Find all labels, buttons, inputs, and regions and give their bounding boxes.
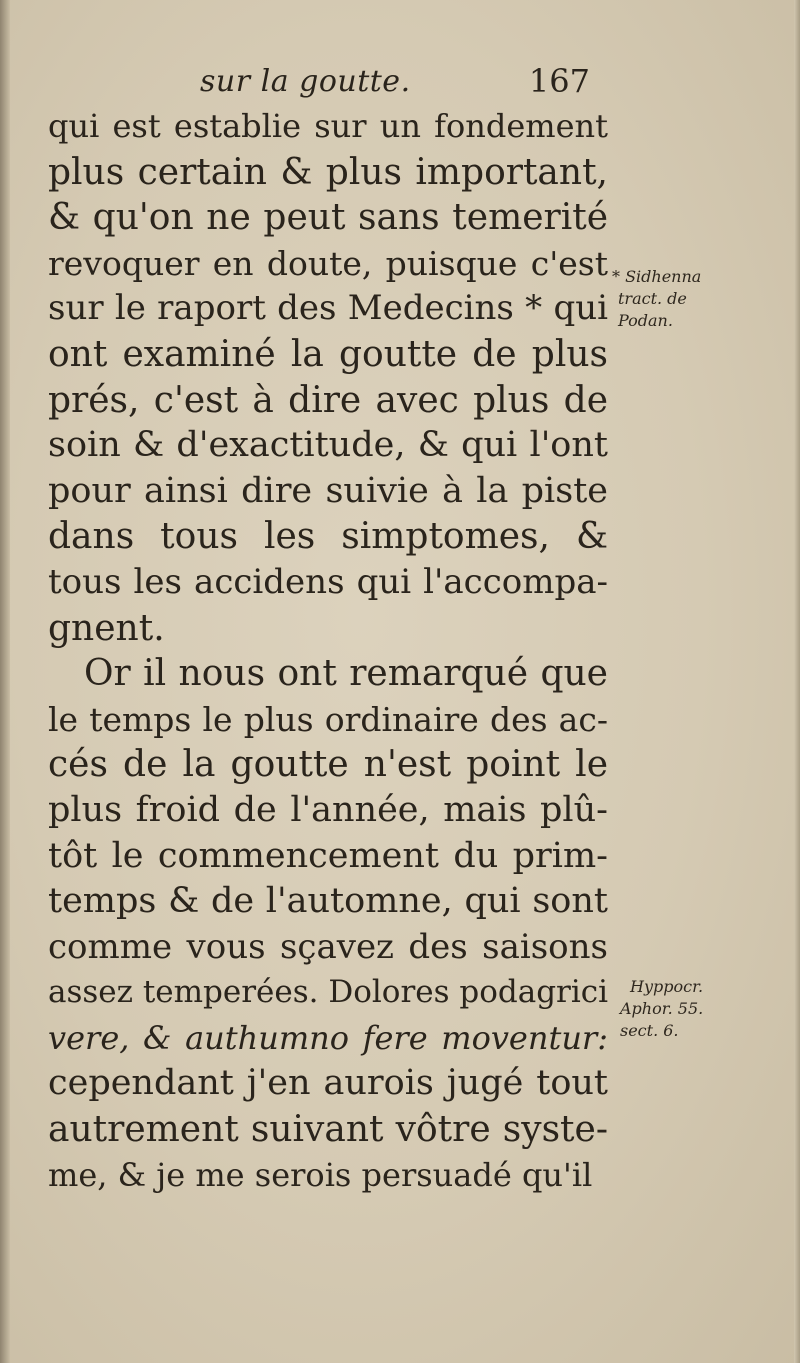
text-line: me, & je me serois persuadé qu'il [48,1155,593,1194]
text-line: tôt le commencement du prim- [48,835,608,876]
page-edge [794,0,800,1363]
text-line: prés, c'est à dire avec plus de [48,379,608,421]
body-text [48,104,608,1198]
text-line: Or il nous ont remarqué que [84,653,608,695]
margin-note-line: Aphor. 55. [620,999,704,1018]
page-header [150,62,590,102]
text-line: comme vous sçavez des saisons [48,926,608,967]
text-line: soin & d'exactitude, & qui l'ont [48,425,608,466]
text-line: autrement suivant vôtre syste- [48,1109,608,1151]
margin-note-line: * Sidhenna [612,267,702,286]
margin-note-line: sect. 6. [620,1021,679,1040]
text-line: cés de la goutte n'est point le [48,744,608,786]
text-line: ont examiné la goutte de plus [48,333,608,375]
text-line: cependant j'en aurois jugé tout [48,1063,608,1104]
margin-note-sidhenna [612,266,701,332]
margin-note-line: Hyppocr. [630,977,704,996]
text-line: temps & de l'automne, qui sont [48,881,608,922]
text-line: sur le raport des Medecins * qui [48,288,608,329]
margin-note-line: Podan. [618,311,673,330]
text-line: vere, & authumno fere moventur: [48,1018,608,1057]
text-line: assez temperées. Dolores podagrici [48,974,608,1011]
text-line: gnent. [48,607,165,649]
margin-note-hyppocr [620,976,703,1042]
running-head: sur la goutte. [200,64,411,99]
text-line: le temps le plus ordinaire des ac- [48,699,608,739]
text-line: revoquer en doute, puisque c'est [48,243,608,283]
text-line: plus certain & plus important, [48,151,608,193]
text-line: pour ainsi dire suivie à la piste [48,470,608,511]
text-line: tous les accidens qui l'accompa- [48,561,608,602]
text-line: qui est establie sur un fondement [48,107,608,145]
text-line: plus froid de l'année, mais plû- [48,789,608,830]
page-number: 167 [528,62,590,100]
text-line: & qu'on ne peut sans temerité [48,197,608,239]
text-line: dans tous les simptomes, & [48,516,608,558]
margin-note-line: tract. de [618,289,687,308]
page-gutter-shadow [0,0,10,1363]
